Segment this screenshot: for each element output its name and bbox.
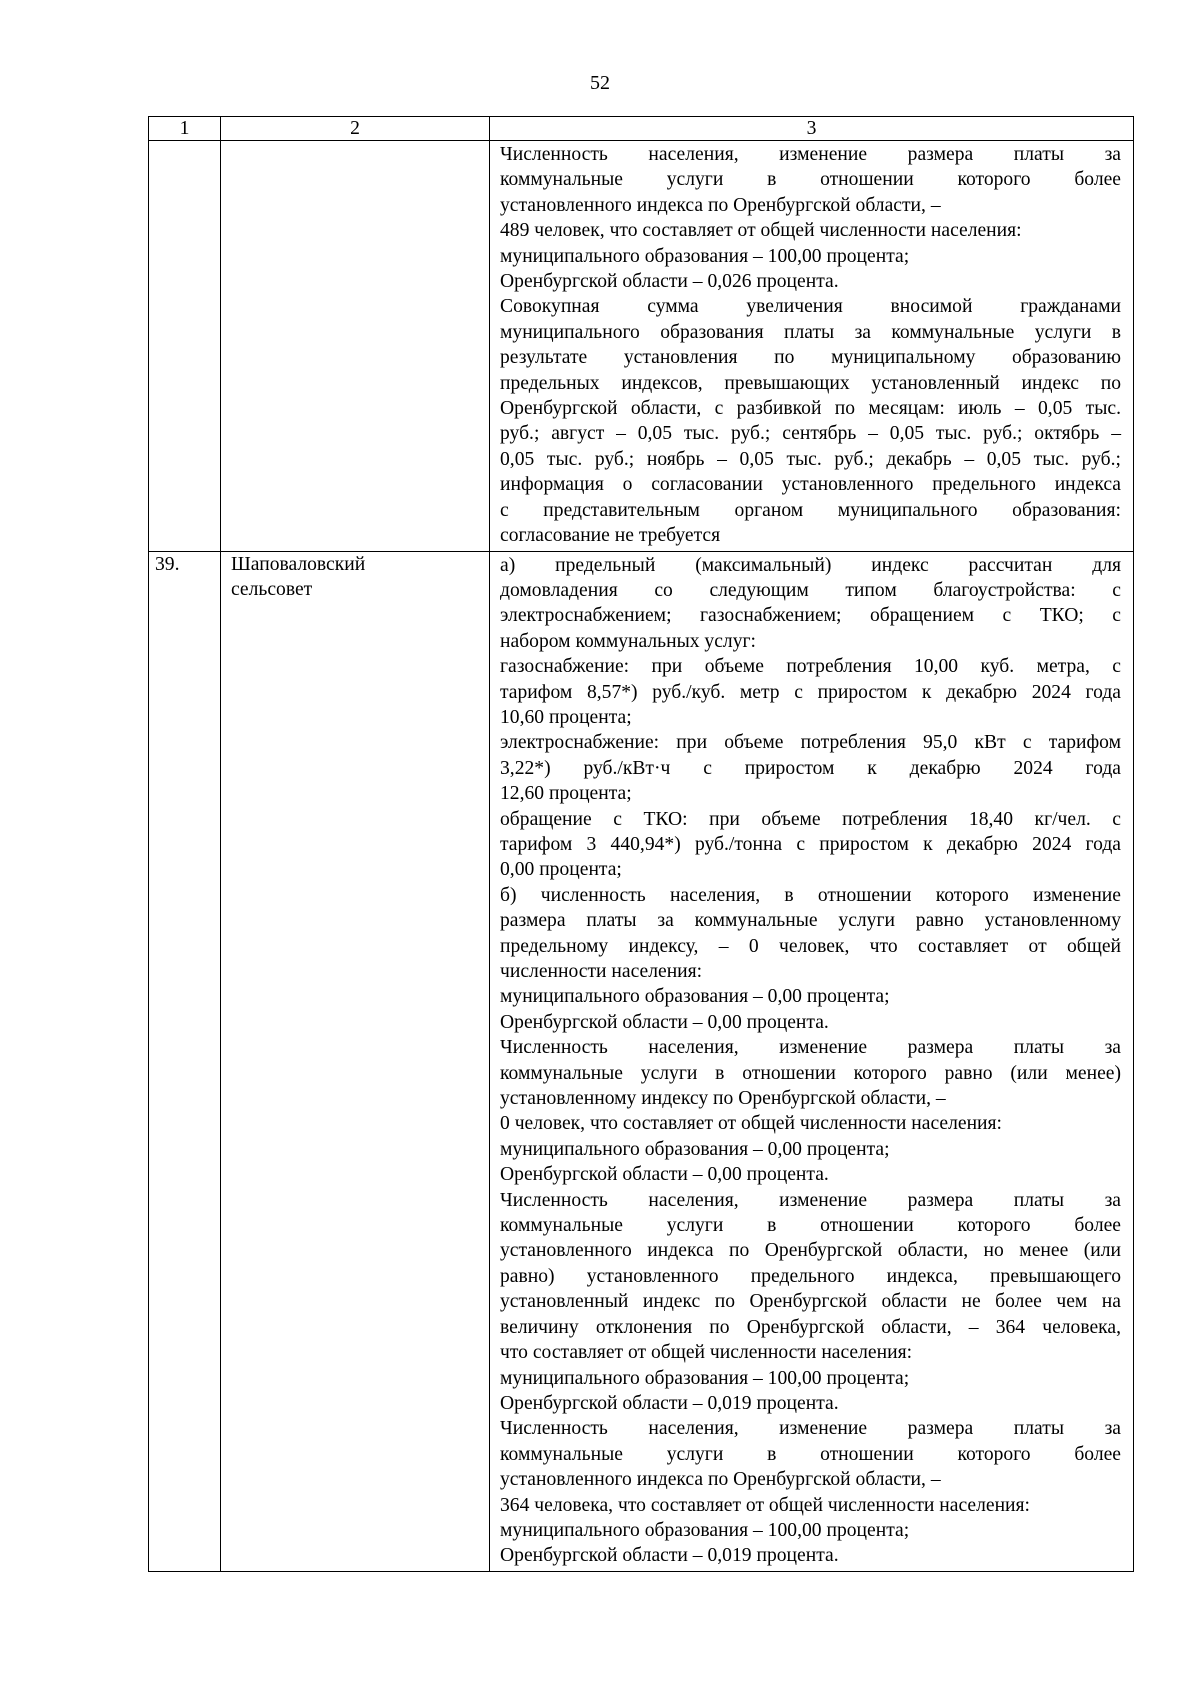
description-line: Оренбургской области – 0,026 процента. [500, 271, 839, 293]
description-line: тарифом 3 440,94*) руб./тонна с приростом к декабрю 2024 года [500, 833, 1121, 855]
description-line: муниципального образования – 100,00 процента; [500, 1519, 910, 1541]
description-line: установленного индекса по Оренбургской области, но менее (или [500, 1240, 1121, 1262]
description-line: 12,60 процента; [500, 783, 632, 805]
description-line: Численность населения, изменение размера платы за [500, 1418, 1121, 1440]
description-line: 0,00 процента; [500, 859, 622, 881]
description-line: муниципального образования – 100,00 процента; [500, 245, 910, 267]
data-table [148, 116, 1134, 1572]
description-line: руб.; август – 0,05 тыс. руб.; сентябрь – 0,05 тыс. руб.; октябрь – [500, 423, 1121, 445]
description-line: установленного индекса по Оренбургской области, – [500, 1469, 941, 1491]
description-line: а) предельный (максимальный) индекс рассчитан для [500, 554, 1121, 576]
description-line: Оренбургской области – 0,019 процента. [500, 1545, 839, 1567]
description-line: 364 человека, что составляет от общей численности населения: [500, 1494, 1030, 1516]
description-line: коммунальные услуги в отношении которого более [500, 1443, 1121, 1465]
description-line: муниципального образования платы за коммунальные услуги в [500, 321, 1121, 343]
description-line: обращение с ТКО: при объеме потребления 18,40 кг/чел. с [500, 808, 1121, 830]
description-line: коммунальные услуги в отношении которого более [500, 1215, 1121, 1237]
description-line: коммунальные услуги в отношении которого равно (или менее) [500, 1062, 1121, 1084]
description-line: согласование не требуется [500, 525, 721, 547]
description-line: Совокупная сумма увеличения вносимой гражданами [500, 296, 1121, 318]
description-line: предельных индексов, превышающих установленный индекс по [500, 372, 1121, 394]
table-row [149, 551, 1134, 1571]
description-line: электроснабжением; газоснабжением; обращением с ТКО; с [500, 605, 1121, 627]
description-line: Оренбургской области, с разбивкой по месяцам: июль – 0,05 тыс. [500, 398, 1121, 420]
description-line: тарифом 8,57*) руб./куб. метр с приростом к декабрю 2024 года [500, 681, 1121, 703]
description-line: численности населения: [500, 961, 703, 982]
description-line: результате установления по муниципальному образованию [500, 347, 1121, 369]
description-cell [490, 141, 1134, 552]
description-line: что составляет от общей численности населения: [500, 1342, 913, 1364]
description-line: информация о согласовании установленного предельного индекса [500, 474, 1121, 496]
description-line: 10,60 процента; [500, 706, 632, 728]
description-line: размера платы за коммунальные услуги равно установленному [500, 910, 1121, 932]
row-number-cell: 39. [149, 551, 221, 1571]
description-line: набором коммунальных услуг: [500, 630, 756, 652]
description-line: Оренбургской области – 0,00 процента. [500, 1011, 829, 1033]
description-line: установленному индексу по Оренбургской области, – [500, 1088, 946, 1110]
description-line: 3,22*) руб./кВт·ч с приростом к декабрю 2024 года [500, 757, 1121, 779]
row-number-cell [149, 141, 221, 552]
description-line: Численность населения, изменение размера платы за [500, 144, 1121, 165]
description-line: равно) установленного предельного индекса, превышающего [500, 1265, 1121, 1287]
page-number: 52 [590, 72, 610, 94]
description-line: предельному индексу, – 0 человек, что составляет от общей [500, 935, 1121, 957]
table-row [149, 141, 1134, 552]
municipality-name-line: Шаповаловский [231, 553, 366, 575]
description-line: домовладения со следующим типом благоустройства: с [500, 579, 1121, 601]
header-row [149, 117, 1134, 141]
description-line: муниципального образования – 0,00 процента; [500, 1138, 890, 1160]
header-col-3: 3 [490, 117, 1134, 141]
description-line: Численность населения, изменение размера платы за [500, 1037, 1121, 1059]
description-line: Оренбургской области – 0,019 процента. [500, 1392, 839, 1414]
header-col-2: 2 [221, 117, 490, 141]
description-line: установленного индекса по Оренбургской области, – [500, 194, 941, 216]
municipality-name-line: сельсовет [231, 578, 313, 600]
description-cell [490, 551, 1134, 1571]
description-line: муниципального образования – 0,00 процента; [500, 986, 890, 1008]
description-line: коммунальные услуги в отношении которого более [500, 169, 1121, 191]
description-line: установленный индекс по Оренбургской области не более чем на [500, 1291, 1121, 1313]
description-line: Оренбургской области – 0,00 процента. [500, 1164, 829, 1186]
description-line: б) численность населения, в отношении которого изменение [500, 884, 1121, 906]
description-line: газоснабжение: при объеме потребления 10,00 куб. метра, с [500, 656, 1121, 678]
description-line: Численность населения, изменение размера платы за [500, 1189, 1121, 1211]
description-line: 489 человек, что составляет от общей численности населения: [500, 220, 1022, 242]
header-col-1: 1 [149, 117, 221, 141]
municipality-cell [221, 141, 490, 552]
description-line: величину отклонения по Оренбургской области, – 364 человека, [500, 1316, 1121, 1338]
description-line: 0 человек, что составляет от общей численности населения: [500, 1113, 1003, 1135]
description-line: электроснабжение: при объеме потребления 95,0 кВт с тарифом [500, 732, 1121, 754]
description-line: с представительным органом муниципального образования: [500, 499, 1121, 521]
description-line: 0,05 тыс. руб.; ноябрь – 0,05 тыс. руб.; декабрь – 0,05 тыс. руб.; [500, 448, 1121, 470]
description-line: муниципального образования – 100,00 процента; [500, 1367, 910, 1389]
municipality-cell [221, 551, 490, 1571]
